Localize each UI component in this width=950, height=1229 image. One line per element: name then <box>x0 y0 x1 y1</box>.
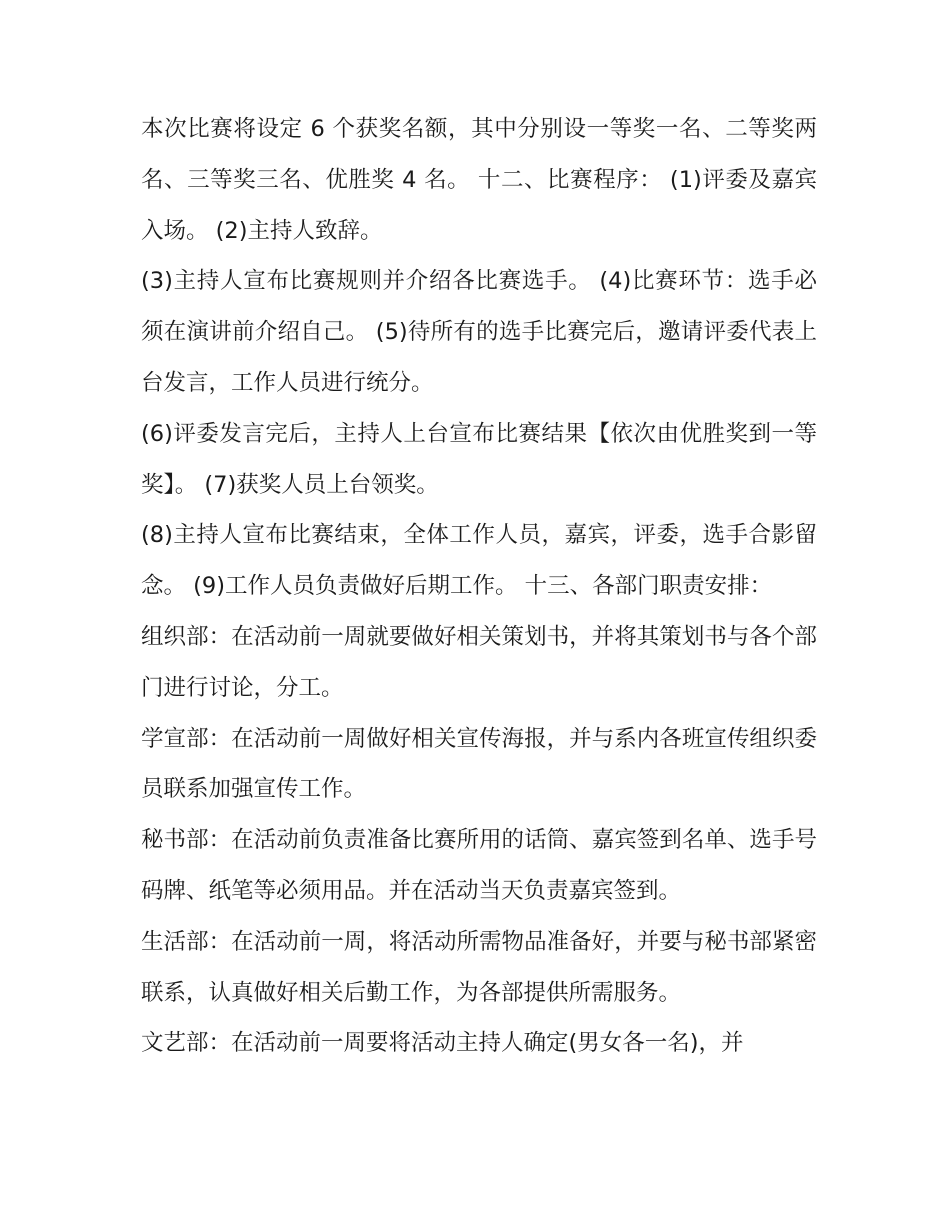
paragraph-publicity-dept: 学宣部：在活动前一周做好相关宣传海报，并与系内各班宣传组织委员联系加强宣传工作。 <box>141 725 817 803</box>
paragraph-organization-dept: 组织部：在活动前一周就要做好相关策划书，并将其策划书与各个部门进行讨论，分工。 <box>141 623 817 701</box>
paragraph-prizes-and-procedure: 本次比赛将设定 6 个获奖名额，其中分别设一等奖一名、二等奖两名、三等奖三名、优胜奖 4 名。 十二、比赛程序： (1)评委及嘉宾入场。 (2)主持人致辞。 <box>141 116 817 244</box>
paragraph-procedure-steps-3-5: (3)主持人宣布比赛规则并介绍各比赛选手。 (4)比赛环节：选手必须在演讲前介绍自己。 (5)待所有的选手比赛完后，邀请评委代表上台发言，工作人员进行统分。 <box>141 268 817 396</box>
paragraph-secretariat-dept: 秘书部：在活动前负责准备比赛所用的话筒、嘉宾签到名单、选手号码牌、纸笔等必须用品。并在活动当天负责嘉宾签到。 <box>141 827 817 904</box>
paragraph-procedure-steps-6-7: (6)评委发言完后，主持人上台宣布比赛结果【依次由优胜奖到一等奖】。 (7)获奖人员上台领奖。 <box>141 420 817 498</box>
document-body <box>141 104 817 1069</box>
paragraph-logistics-dept: 生活部：在活动前一周，将活动所需物品准备好，并要与秘书部紧密联系，认真做好相关后勤工作，为各部提供所需服务。 <box>141 928 817 1006</box>
paragraph-arts-dept: 文艺部：在活动前一周要将活动主持人确定(男女各一名)，并 <box>141 1030 744 1057</box>
paragraph-procedure-steps-8-9: (8)主持人宣布比赛结束，全体工作人员，嘉宾，评委，选手合影留念。 (9)工作人员负责做好后期工作。 十三、各部门职责安排： <box>141 522 817 600</box>
